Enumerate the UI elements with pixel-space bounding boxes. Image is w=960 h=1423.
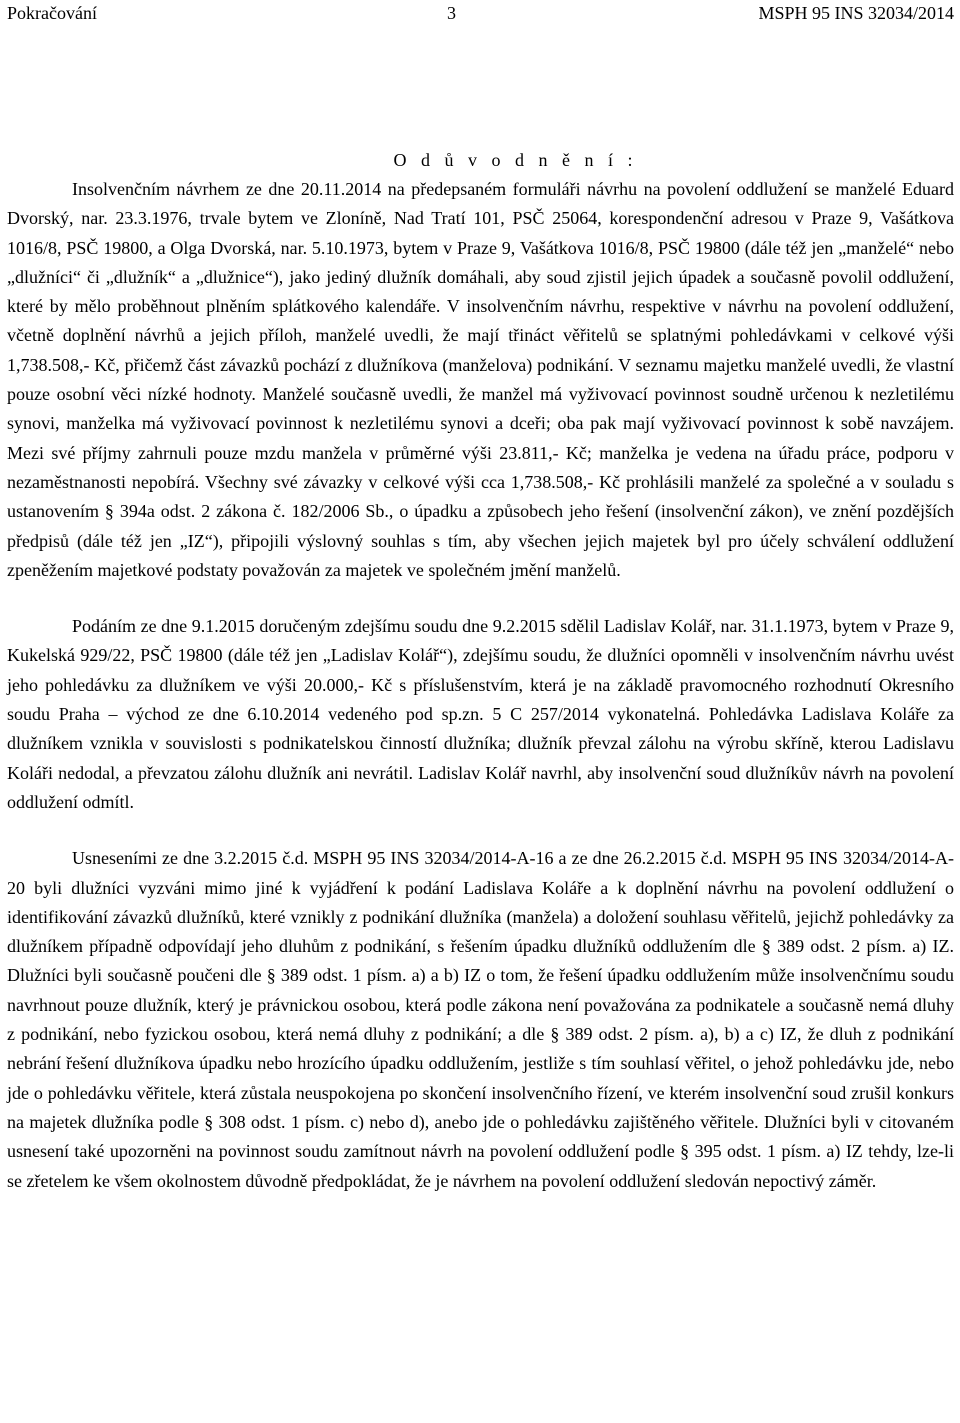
page-number: 3 [447,3,456,23]
paragraph-gap [7,585,954,612]
paragraph-gap [7,817,954,844]
case-file-number: MSPH 95 INS 32034/2014 [758,3,954,23]
document-page [7,0,954,1196]
paragraph-insolvency-petition: Insolvenčním návrhem ze dne 20.11.2014 na předepsaném formuláři návrhu na povolení oddlužení se manželé Eduard Dvorský, nar. 23.3.1976, trvale bytem ve Zloníně, Nad Tratí 101, PSČ 25064, korespondenční adresou v Praze 9, Vašátkova 1016/8, PSČ 19800, a Olga Dvorská, nar. 5.10.1973, bytem v Praze 9, Vašátkova 1016/8, PSČ 19800 (dále též jen „manželé“ nebo „dlužníci“ či „dlužník“ a „dlužnice“), jako jediný dlužník domáhali, aby soud zjistil jejich úpadek a současně povolil oddlužení, které by mělo proběhnout plněním splátkového kalendáře. V insolvenčním návrhu, respektive v návrhu na povolení oddlužení, včetně doplnění návrhů a jejich příloh, manželé uvedli, že mají třináct věřitelů se splatnými pohledávkami v celkové výši 1,738.508,- Kč, přičemž část závazků pochází z dlužníkova (manželova) podnikání. V seznamu majetku manželé uvedli, že vlastní pouze osobní věci nízké hodnoty. Manželé současně uvedli, že manžel má vyživovací povinnost soudně určenou k nezletilému synovi, manželka má vyživovací povinnost k nezletilému synovi a dceři; oba pak mají vyživovací povinnost k sobě navzájem. Mezi své příjmy zahrnuli pouze mzdu manžela v průměrné výši 23.811,- Kč; manželka je vedena na úřadu práce, podporu v nezaměstnanosti nepobírá. Všechny své závazky v celkové výši cca 1,738.508,- Kč prohlásili manželé za společné a v souladu s ustanovením § 394a odst. 2 zákona č. 182/2006 Sb., o úpadku a způsobech jeho řešení (insolvenční zákon), ve znění pozdějších předpisů (dále též jen „IZ“), připojili výslovný souhlas s tím, aby všechen jejich majetek byl pro účely schválení oddlužení zpeněžením majetkové podstaty považován za majetek ve společném jmění manželů. [7,179,954,580]
paragraph-creditor-submission: Podáním ze dne 9.1.2015 doručeným zdejšímu soudu dne 9.2.2015 sdělil Ladislav Kolář, nar. 31.1.1973, bytem v Praze 9, Kukelská 929/22, PSČ 19800 (dále též jen „Ladislav Kolář“), zdejšímu soudu, že dlužníci opomněli v insolvenčním návrhu uvést jeho pohledávku za dlužníkem ve výši 20.000,- Kč s příslušenstvím, která je na základě pravomocného rozhodnutí Okresního soudu Praha – východ ze dne 6.10.2014 vedeného pod sp.zn. 5 C 257/2014 vykonatelná. Pohledávka Ladislava Koláře za dlužníkem vznikla v souvislosti s podnikatelskou činností dlužníka; dlužník převzal zálohu na výrobu skříně, kterou Ladislavu Koláři nedodal, a převzatou zálohu dlužník ani nevrátil. Ladislav Kolář navrhl, aby insolvenční soud dlužníkův návrh na povolení oddlužení odmítl. [7,616,954,812]
section-title: O d ů v o d n ě n í : [393,150,638,170]
header-continuation-label: Pokračování [7,3,97,23]
paragraph-court-resolutions: Usneseními ze dne 3.2.2015 č.d. MSPH 95 INS 32034/2014-A-16 a ze dne 26.2.2015 č.d. MSPH 95 INS 32034/2014-A-20 byli dlužníci vyzváni mimo jiné k vyjádření k podání Ladislava Koláře a k doplnění návrhu na povolení oddlužení o identifikování závazků dlužníků, které vznikly z podnikání dlužníka (manžela) a doložení souhlasu věřitelů, jejichž pohledávky za dlužníkem případně odpovídají jeho dluhům z podnikání, s řešením úpadku dlužníků oddlužením dle § 389 odst. 2 písm. a) IZ. Dlužníci byli současně poučeni dle § 389 odst. 1 písm. a) a b) IZ o tom, že řešení úpadku oddlužením může insolvenčnímu soudu navrhnout pouze dlužník, který je právnickou osobou, která podle zákona není považována za podnikatele a současně nemá dluhy z podnikání, nebo fyzickou osobou, která nemá dluhy z podnikání; a dle § 389 odst. 2 písm. a), b) a c) IZ, že dluh z podnikání nebrání řešení dlužníkova úpadku nebo hrozícího úpadku oddlužením, jestliže s tím souhlasí věřitel, o jehož pohledávku jde, nebo jde o pohledávku věřitele, která zůstala neuspokojena po skončení insolvenčního řízení, ve kterém insolvenční soud zrušil konkurs na majetek dlužníka podle § 308 odst. 1 písm. c) nebo d), anebo jde o pohledávku zajištěného věřitele. Dlužníci byli v citovaném usnesení také upozorněni na povinnost soudu zamítnout návrh na povolení oddlužení podle § 395 odst. 1 písm. a) IZ tehdy, lze-li se zřetelem ke všem okolnostem důvodně předpokládat, že je návrhem na povolení oddlužení sledován nepoctivý záměr. [7,848,954,1191]
page-header [7,0,954,26]
